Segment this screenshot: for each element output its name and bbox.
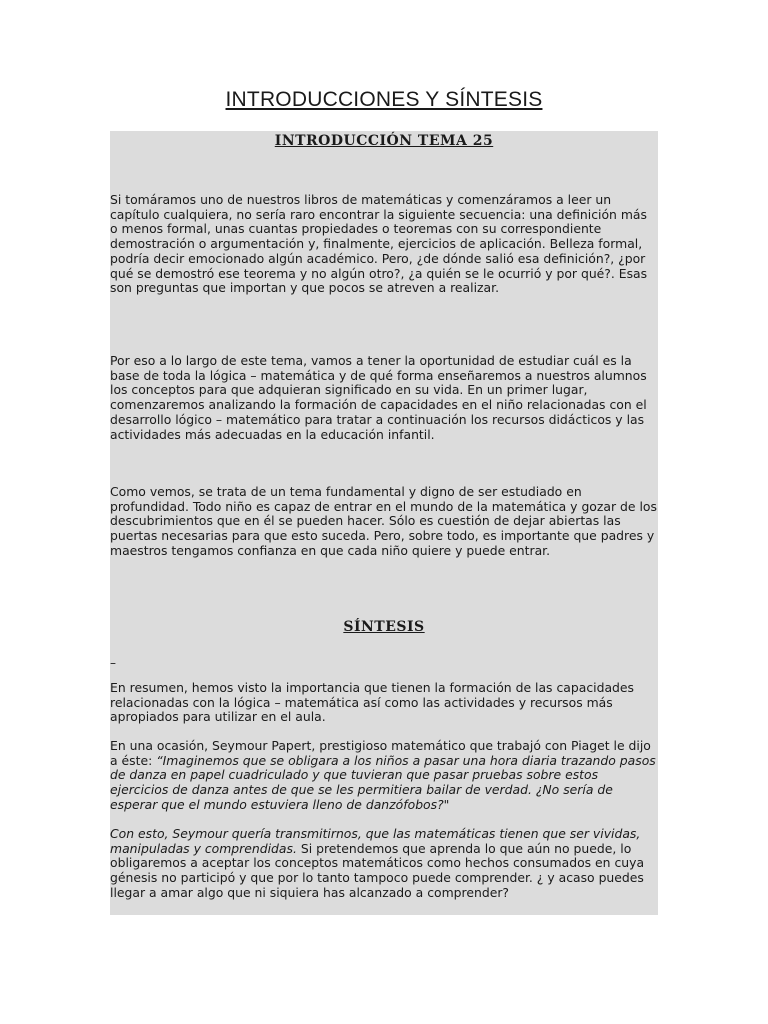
- papert-lead-text: En una ocasión, Seymour Papert, prestigioso matemático que trabajó con Piaget le dijo a éste:: [110, 738, 651, 768]
- papert-quote: “Imaginemos que se obligara a los niños a pasar una hora diaria trazando pasos de danza en papel cuadriculado y que tuvieran que pasar pruebas sobre estos ejercicios de danza antes de que se les permitiera bailar de verdad. ¿No sería de esperar que el mundo estuviera lleno de danzófobos?": [110, 752, 656, 812]
- conclusion-text: Si pretendemos que aprenda lo que aún no puede, lo obligaremos a aceptar los conceptos matemáticos como hechos consumados en cuya génesis no participó y que por lo tanto tampoco puede comprender. ¿ y acaso puedes llegar a amar algo que ni siquiera has alcanzado a comprender?: [110, 840, 645, 900]
- intro-paragraph-1: Si tomáramos uno de nuestros libros de matemáticas y comenzáramos a leer un capítulo cualquiera, no sería raro encontrar la siguiente secuencia: una definición más o menos formal, unas cuantas propiedades o teoremas con su correspondiente demostración o argumentación y, finalmente, ejercicios de aplicación. Belleza formal, podría decir emocionado algún académico. Pero, ¿de dónde salió esa definición?, ¿por qué se demostró ese teorema y no algún otro?, ¿a quién se le ocurrió y por qué?. Esas son preguntas que importan y que pocos se atreven a realizar.: [110, 192, 648, 296]
- conclusion-italic-text: Con esto, Seymour quería transmitirnos, que las matemáticas tienen que ser vividas, manipuladas y comprendidas.: [110, 826, 641, 856]
- intro-heading: INTRODUCCIÓN TEMA 25: [274, 133, 494, 149]
- content-panel: [110, 131, 658, 915]
- document-title: INTRODUCCIONES Y SÍNTESIS: [225, 88, 543, 111]
- dash-marker: –: [110, 656, 116, 670]
- synthesis-heading: SÍNTESIS: [343, 619, 425, 635]
- synthesis-paragraph-2: [110, 739, 658, 813]
- intro-paragraph-2: Por eso a lo largo de este tema, vamos a tener la oportunidad de estudiar cuál es la base de toda la lógica – matemática y de qué forma enseñaremos a nuestros alumnos los conceptos para que adquieran significado en su vida. En un primer lugar, comenzaremos analizando la formación de capacidades en el niño relacionadas con el desarrollo lógico – matemático para tratar a continuación los recursos didácticos y las actividades más adecuadas en la educación infantil.: [110, 353, 647, 442]
- synthesis-paragraph-1: En resumen, hemos visto la importancia que tienen la formación de las capacidades relacionadas con la lógica – matemática así como las actividades y recursos más apropiados para utilizar en el aula.: [110, 680, 634, 725]
- intro-paragraph-3: Como vemos, se trata de un tema fundamental y digno de ser estudiado en profundidad. Todo niño es capaz de entrar en el mundo de la matemática y gozar de los descubrimientos que en él se pueden hacer. Sólo es cuestión de dejar abiertas las puertas necesarias para que esto suceda. Pero, sobre todo, es importante que padres y maestros tengamos confianza en que cada niño quiere y puede entrar.: [110, 484, 657, 558]
- synthesis-paragraph-3: [110, 827, 658, 901]
